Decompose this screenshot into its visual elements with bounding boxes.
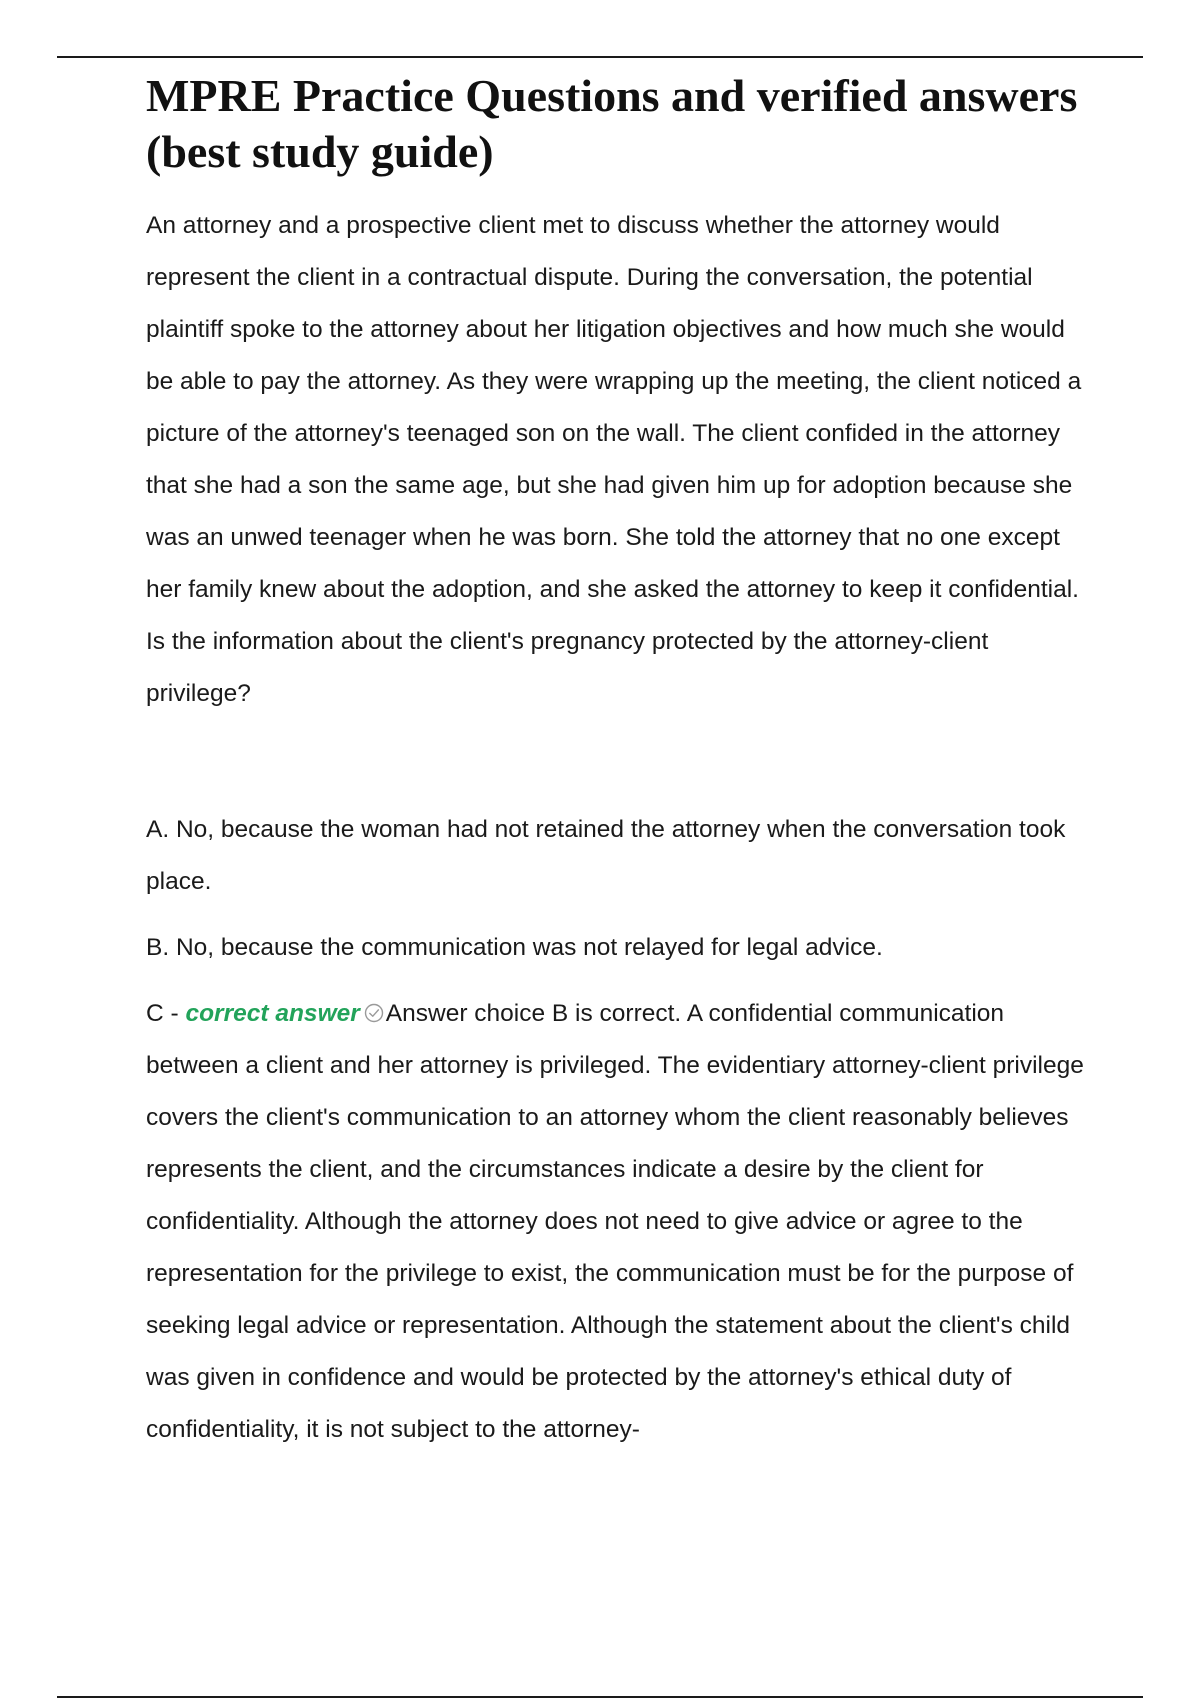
bottom-rule [57,1696,1143,1698]
page-title: MPRE Practice Questions and verified answers (best study guide) [146,70,1078,177]
question-text: An attorney and a prospective client met to discuss whether the attorney would represent the client in a contractual dispute. During the conversation, the potential plaintiff spoke to the attorney about her litigation objectives and how much she would be able to pay the attorney. As they were wrapping up the meeting, the client noticed a picture of the attorney's teenaged son on the wall. The client confided in the attorney that she had a son the same age, but she had given him up for adoption because she was an unwed teenager when he was born. She told the attorney that no one except her family knew about the adoption, and she asked the attorney to keep it confidential. Is the information about the client's pregnancy protected by the attorney-client privilege? [146,212,1082,707]
correct-answer-label: correct answer [185,1000,360,1027]
answer-explanation: Answer choice B is correct. A confidential communication between a client and her attorney is privileged. The evidentiary attorney-client privilege covers the client's communication to an attorney whom the client reasonably believes represents the client, and the circumstances indicate a desire by the client for confidentiality. Although the attorney does not need to give advice or agree to the representation for the privilege to exist, the communication must be for the purpose of seeking legal advice or representation. Although the statement about the client's child was given in confidence and would be protected by the attorney's ethical duty of confidentiality, it is not subject to the attorney- [146,1000,1084,1443]
check-circle-icon [364,990,384,1010]
answer-prefix: C - [146,1000,186,1027]
answer-block [146,988,1096,1456]
option-b: B. No, because the communication was not relayed for legal advice. [146,934,883,961]
top-rule [57,56,1143,58]
option-a: A. No, because the woman had not retained the attorney when the conversation took place. [146,816,1066,895]
document-body [146,68,1096,1456]
